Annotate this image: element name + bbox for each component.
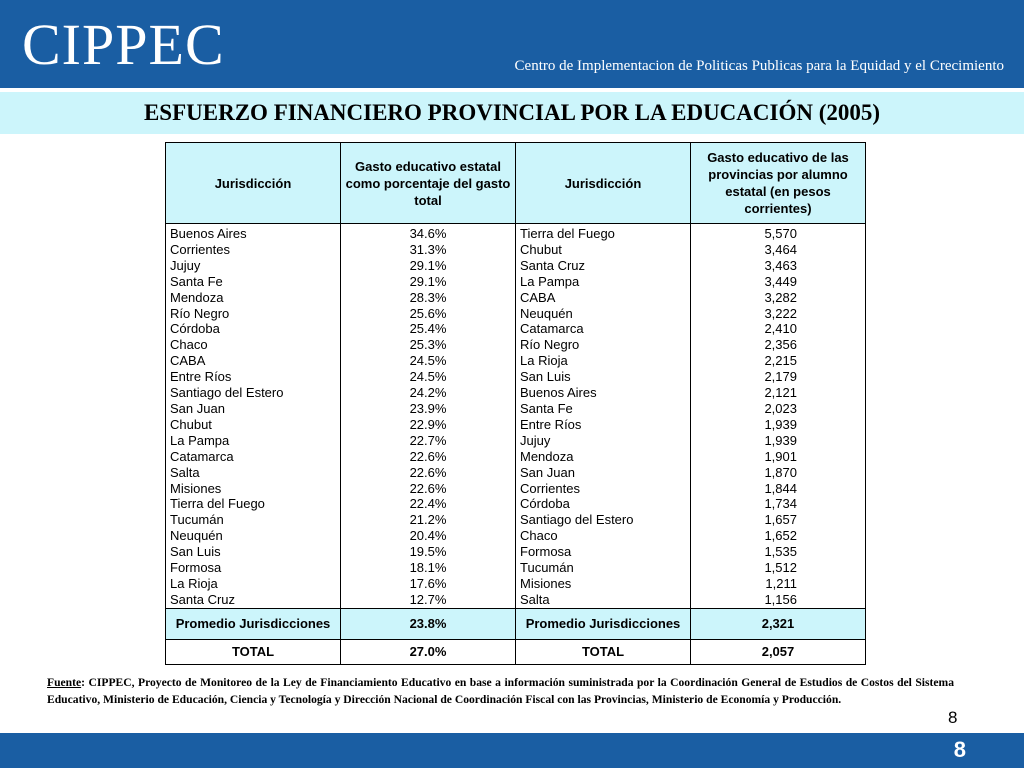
cell-porcentaje: 34.6%: [341, 224, 516, 242]
table-row: [166, 544, 866, 560]
cell-jurisdiccion-alumno: Buenos Aires: [516, 385, 691, 401]
header-gasto-porcentaje: Gasto educativo estatal como porcentaje del gasto total: [341, 143, 516, 224]
header-jurisdiccion-2: Jurisdicción: [516, 143, 691, 224]
table-row: [166, 401, 866, 417]
cell-gasto-alumno: 2,121: [691, 385, 866, 401]
cell-porcentaje: 25.6%: [341, 306, 516, 322]
cell-jurisdiccion-porcentaje: Jujuy: [166, 258, 341, 274]
cell-jurisdiccion-alumno: Chaco: [516, 528, 691, 544]
cell-jurisdiccion-alumno: Mendoza: [516, 449, 691, 465]
cell-jurisdiccion-porcentaje: Santiago del Estero: [166, 385, 341, 401]
cell-porcentaje: 22.4%: [341, 496, 516, 512]
header-gasto-por-alumno: Gasto educativo de las provincias por alumno estatal (en pesos corrientes): [691, 143, 866, 224]
table-row: [166, 353, 866, 369]
cell-jurisdiccion-porcentaje: Entre Ríos: [166, 369, 341, 385]
cell-porcentaje: 31.3%: [341, 242, 516, 258]
table-row: [166, 337, 866, 353]
cell-porcentaje: 19.5%: [341, 544, 516, 560]
average-row-cell: 23.8%: [341, 608, 516, 639]
cell-gasto-alumno: 2,179: [691, 369, 866, 385]
cell-porcentaje: 24.5%: [341, 369, 516, 385]
cell-gasto-alumno: 5,570: [691, 224, 866, 242]
cell-porcentaje: 29.1%: [341, 274, 516, 290]
cell-jurisdiccion-alumno: Catamarca: [516, 321, 691, 337]
cell-porcentaje: 28.3%: [341, 290, 516, 306]
table-header-row: [166, 143, 866, 224]
table-row: [166, 449, 866, 465]
cell-gasto-alumno: 1,657: [691, 512, 866, 528]
cell-jurisdiccion-alumno: Río Negro: [516, 337, 691, 353]
table-row: [166, 496, 866, 512]
cell-jurisdiccion-alumno: San Luis: [516, 369, 691, 385]
cell-jurisdiccion-porcentaje: La Pampa: [166, 433, 341, 449]
cell-jurisdiccion-alumno: Entre Ríos: [516, 417, 691, 433]
cell-porcentaje: 20.4%: [341, 528, 516, 544]
cell-jurisdiccion-alumno: Santa Cruz: [516, 258, 691, 274]
cell-jurisdiccion-alumno: Chubut: [516, 242, 691, 258]
cell-jurisdiccion-porcentaje: Mendoza: [166, 290, 341, 306]
cell-gasto-alumno: 2,023: [691, 401, 866, 417]
table-row: [166, 481, 866, 497]
cell-porcentaje: 25.4%: [341, 321, 516, 337]
data-table: [165, 142, 866, 665]
total-row-cell: TOTAL: [166, 639, 341, 664]
cell-porcentaje: 22.6%: [341, 481, 516, 497]
cell-jurisdiccion-alumno: Salta: [516, 592, 691, 608]
header-subtitle: Centro de Implementacion de Politicas Publicas para la Equidad y el Crecimiento: [514, 58, 1004, 74]
cell-gasto-alumno: 3,282: [691, 290, 866, 306]
cell-porcentaje: 23.9%: [341, 401, 516, 417]
cell-gasto-alumno: 3,463: [691, 258, 866, 274]
table-row: [166, 465, 866, 481]
cell-gasto-alumno: 1,512: [691, 560, 866, 576]
cell-gasto-alumno: 1,939: [691, 433, 866, 449]
table-row: [166, 512, 866, 528]
table-row: [166, 528, 866, 544]
cell-jurisdiccion-porcentaje: Salta: [166, 465, 341, 481]
table-row: [166, 321, 866, 337]
total-row-cell: TOTAL: [516, 639, 691, 664]
table-row: [166, 417, 866, 433]
total-row: [166, 639, 866, 664]
cell-gasto-alumno: 1,535: [691, 544, 866, 560]
cell-gasto-alumno: 1,939: [691, 417, 866, 433]
cell-jurisdiccion-alumno: Misiones: [516, 576, 691, 592]
cell-jurisdiccion-alumno: CABA: [516, 290, 691, 306]
cell-jurisdiccion-porcentaje: Misiones: [166, 481, 341, 497]
cippec-logo: CIPPEC: [22, 12, 225, 77]
cell-porcentaje: 24.2%: [341, 385, 516, 401]
cell-gasto-alumno: 2,356: [691, 337, 866, 353]
cell-jurisdiccion-alumno: Santiago del Estero: [516, 512, 691, 528]
average-row-cell: 2,321: [691, 608, 866, 639]
cell-jurisdiccion-alumno: Tucumán: [516, 560, 691, 576]
cell-porcentaje: 22.6%: [341, 449, 516, 465]
cell-jurisdiccion-porcentaje: Buenos Aires: [166, 224, 341, 242]
cell-jurisdiccion-porcentaje: Chubut: [166, 417, 341, 433]
cell-gasto-alumno: 2,410: [691, 321, 866, 337]
cell-gasto-alumno: 1,870: [691, 465, 866, 481]
cell-jurisdiccion-porcentaje: Chaco: [166, 337, 341, 353]
table-row: [166, 433, 866, 449]
table-row: [166, 592, 866, 608]
cell-jurisdiccion-alumno: Formosa: [516, 544, 691, 560]
cell-gasto-alumno: 1,156: [691, 592, 866, 608]
cell-porcentaje: 25.3%: [341, 337, 516, 353]
cell-jurisdiccion-alumno: La Rioja: [516, 353, 691, 369]
cell-gasto-alumno: 1,734: [691, 496, 866, 512]
source-note: [47, 674, 954, 708]
cell-jurisdiccion-porcentaje: Río Negro: [166, 306, 341, 322]
cell-gasto-alumno: 3,222: [691, 306, 866, 322]
cell-porcentaje: 24.5%: [341, 353, 516, 369]
cell-gasto-alumno: 1,844: [691, 481, 866, 497]
table-row: [166, 576, 866, 592]
cell-porcentaje: 21.2%: [341, 512, 516, 528]
cell-jurisdiccion-alumno: Corrientes: [516, 481, 691, 497]
average-row-cell: Promedio Jurisdicciones: [166, 608, 341, 639]
header-jurisdiccion-1: Jurisdicción: [166, 143, 341, 224]
table-row: [166, 385, 866, 401]
cell-porcentaje: 22.6%: [341, 465, 516, 481]
cell-jurisdiccion-alumno: Tierra del Fuego: [516, 224, 691, 242]
cell-jurisdiccion-porcentaje: Santa Fe: [166, 274, 341, 290]
table-row: [166, 224, 866, 242]
table-row: [166, 258, 866, 274]
cell-porcentaje: 17.6%: [341, 576, 516, 592]
cell-jurisdiccion-porcentaje: Santa Cruz: [166, 592, 341, 608]
cell-jurisdiccion-alumno: San Juan: [516, 465, 691, 481]
total-row-cell: 27.0%: [341, 639, 516, 664]
source-label: Fuente: [47, 676, 82, 689]
footer-bar: [0, 733, 1024, 768]
cell-jurisdiccion-alumno: Córdoba: [516, 496, 691, 512]
table-row: [166, 560, 866, 576]
slide-title: ESFUERZO FINANCIERO PROVINCIAL POR LA EDUCACIÓN (2005): [143, 100, 881, 125]
header-bar: [0, 0, 1024, 88]
cell-gasto-alumno: 3,449: [691, 274, 866, 290]
cell-gasto-alumno: 1,211: [691, 576, 866, 592]
cell-jurisdiccion-porcentaje: Tucumán: [166, 512, 341, 528]
table-row: [166, 274, 866, 290]
cell-gasto-alumno: 3,464: [691, 242, 866, 258]
cell-jurisdiccion-alumno: Jujuy: [516, 433, 691, 449]
table-row: [166, 242, 866, 258]
table-row: [166, 369, 866, 385]
cell-jurisdiccion-porcentaje: San Juan: [166, 401, 341, 417]
cell-jurisdiccion-porcentaje: Corrientes: [166, 242, 341, 258]
total-row-cell: 2,057: [691, 639, 866, 664]
average-row-cell: Promedio Jurisdicciones: [516, 608, 691, 639]
cell-jurisdiccion-porcentaje: Formosa: [166, 560, 341, 576]
cell-jurisdiccion-porcentaje: La Rioja: [166, 576, 341, 592]
cell-gasto-alumno: 1,652: [691, 528, 866, 544]
cell-porcentaje: 22.9%: [341, 417, 516, 433]
cell-porcentaje: 29.1%: [341, 258, 516, 274]
cell-porcentaje: 12.7%: [341, 592, 516, 608]
average-row: [166, 608, 866, 639]
cell-jurisdiccion-alumno: Santa Fe: [516, 401, 691, 417]
cell-jurisdiccion-porcentaje: Córdoba: [166, 321, 341, 337]
cell-jurisdiccion-porcentaje: Catamarca: [166, 449, 341, 465]
cell-jurisdiccion-alumno: La Pampa: [516, 274, 691, 290]
cell-jurisdiccion-porcentaje: CABA: [166, 353, 341, 369]
cell-porcentaje: 22.7%: [341, 433, 516, 449]
table-row: [166, 306, 866, 322]
cell-jurisdiccion-porcentaje: San Luis: [166, 544, 341, 560]
cell-porcentaje: 18.1%: [341, 560, 516, 576]
cell-gasto-alumno: 2,215: [691, 353, 866, 369]
page-number: 8: [948, 708, 958, 727]
cell-jurisdiccion-porcentaje: Neuquén: [166, 528, 341, 544]
title-bar: [0, 92, 1024, 134]
source-text: : CIPPEC, Proyecto de Monitoreo de la Ley de Financiamiento Educativo en base a información suministrada por la Coordinación General de Estudios de Costos del Sistema Educativo, Ministerio de Educación, Ciencia y Tecnología y Dirección Nacional de Coordinación Fiscal con las Provincias, Ministerio de Economía y Producción.: [47, 676, 954, 706]
table-row: [166, 290, 866, 306]
cell-gasto-alumno: 1,901: [691, 449, 866, 465]
cell-jurisdiccion-porcentaje: Tierra del Fuego: [166, 496, 341, 512]
footer-page-number: 8: [953, 737, 966, 762]
cell-jurisdiccion-alumno: Neuquén: [516, 306, 691, 322]
